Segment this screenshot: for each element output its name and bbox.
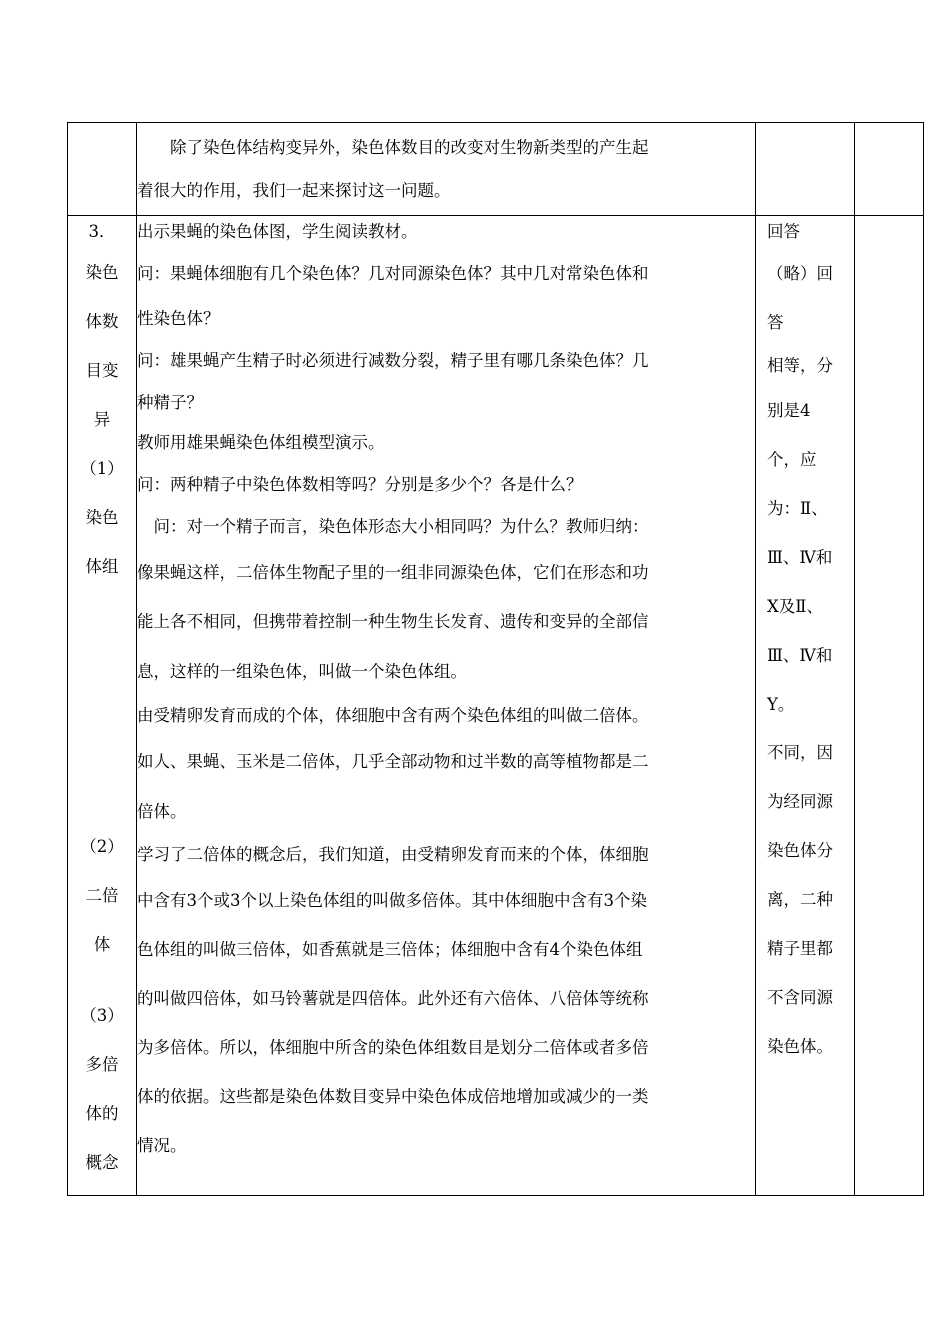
text-line: 除了染色体结构变异外，染色体数目的改变对生物新类型的产生起	[137, 138, 649, 157]
answer-line: 离，二种	[767, 890, 833, 909]
section-cell	[68, 216, 137, 1196]
text-line: 像果蝇这样，二倍体生物配子里的一组非同源染色体，它们在形态和功	[137, 563, 649, 582]
section-label: 染色	[85, 508, 119, 527]
text-line: 的叫做四倍体，如马铃薯就是四倍体。此外还有六倍体、八倍体等统称	[137, 989, 649, 1008]
text-line: 如人、果蝇、玉米是二倍体，几乎全部动物和过半数的高等植物都是二	[137, 752, 649, 771]
answer-line: Ⅲ、Ⅳ和	[767, 548, 833, 567]
text-line: 息，这样的一组染色体，叫做一个染色体组。	[137, 662, 467, 681]
answer-line: （略）回	[767, 264, 833, 283]
section-label: 体数	[85, 312, 119, 331]
text-line: 能上各不相同，但携带着控制一种生物生长发育、遗传和变异的全部信	[137, 612, 649, 631]
section-label: 体的	[85, 1104, 119, 1123]
section-label: 体组	[85, 557, 119, 576]
section-label: （1）	[80, 459, 124, 478]
answer-line: 为：Ⅱ、	[767, 499, 828, 518]
text-line: 问：对一个精子而言，染色体形态大小相同吗？为什么？教师归纳：	[137, 517, 649, 536]
text-line: 性染色体？	[137, 309, 220, 328]
section-label: 目变	[85, 361, 119, 380]
section-label: （2）	[80, 837, 124, 856]
text-line: 倍体。	[137, 802, 187, 821]
notes-cell	[855, 216, 924, 1196]
text-line: 种精子？	[137, 393, 203, 412]
text-line: 情况。	[137, 1136, 187, 1155]
section-label: 异	[93, 410, 111, 429]
section-label: 3．	[88, 222, 116, 241]
section-label: 体	[93, 935, 111, 954]
student-activity-cell	[756, 216, 855, 1196]
answer-line: 精子里都	[767, 939, 833, 958]
text-line: 出示果蝇的染色体图，学生阅读教材。	[137, 222, 418, 241]
text-line: 教师用雄果蝇染色体组模型演示。	[137, 433, 385, 452]
answer-line: 回答	[767, 222, 800, 241]
answer-line: Y。	[767, 695, 795, 714]
content-cell	[137, 123, 756, 216]
answer-line: 不含同源	[767, 988, 833, 1007]
answer-line: 相等，分	[767, 356, 833, 375]
text-line: 色体组的叫做三倍体，如香蕉就是三倍体；体细胞中含有4个染色体组	[137, 940, 643, 959]
table-row	[68, 216, 924, 1196]
notes-cell	[855, 123, 924, 216]
section-label: 二倍	[85, 886, 119, 905]
section-label: 染色	[85, 263, 119, 282]
text-line: 中含有3个或3个以上染色体组的叫做多倍体。其中体细胞中含有3个染	[137, 891, 647, 910]
text-line: 学习了二倍体的概念后，我们知道，由受精卵发育而来的个体，体细胞	[137, 845, 649, 864]
section-cell	[68, 123, 137, 216]
answer-line: 个，应	[767, 450, 817, 469]
text-line: 为多倍体。所以，体细胞中所含的染色体组数目是划分二倍体或者多倍	[137, 1038, 649, 1057]
text-line: 着很大的作用，我们一起来探讨这一问题。	[137, 181, 451, 200]
answer-line: 染色体分	[767, 841, 833, 860]
section-label: 概念	[85, 1153, 119, 1172]
student-activity-cell	[756, 123, 855, 216]
text-line: 问：雄果蝇产生精子时必须进行减数分裂，精子里有哪几条染色体？几	[137, 351, 649, 370]
text-line: 由受精卵发育而成的个体，体细胞中含有两个染色体组的叫做二倍体。	[137, 706, 649, 725]
answer-line: Ⅲ、Ⅳ和	[767, 646, 833, 665]
text-line: 体的依据。这些都是染色体数目变异中染色体成倍地增加或减少的一类	[137, 1087, 649, 1106]
answer-line: 不同，因	[767, 743, 833, 762]
content-cell	[137, 216, 756, 1196]
answer-line: 为经同源	[767, 792, 833, 811]
answer-line: 染色体。	[767, 1037, 833, 1056]
lesson-table	[67, 122, 924, 1196]
answer-line: X及Ⅱ、	[767, 597, 823, 616]
table-row	[68, 123, 924, 216]
section-label: 多倍	[85, 1055, 119, 1074]
text-line: 问：果蝇体细胞有几个染色体？几对同源染色体？其中几对常染色体和	[137, 264, 649, 283]
answer-line: 别是4	[767, 401, 811, 420]
text-line: 问：两种精子中染色体数相等吗？分别是多少个？各是什么？	[137, 475, 583, 494]
answer-line: 答	[767, 313, 784, 332]
section-label: （3）	[80, 1006, 124, 1025]
